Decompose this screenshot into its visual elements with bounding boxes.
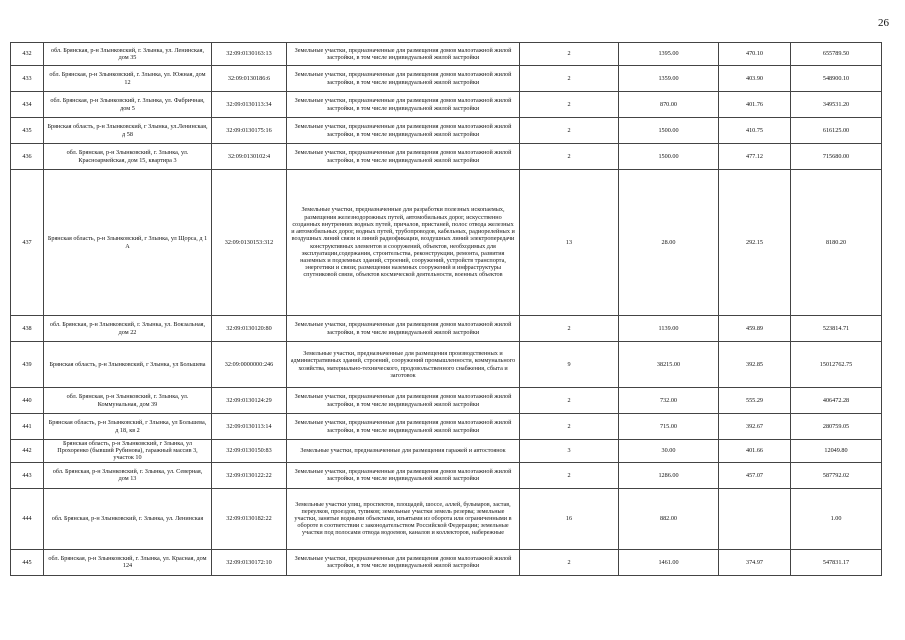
use-group-cell: 2	[520, 462, 619, 488]
specific-value-cell: 555.29	[719, 388, 791, 414]
row-number: 435	[11, 118, 44, 144]
address-cell: Брянская область, р-н Злынковский, г Злынка, ул.Ленинская, д 58	[44, 118, 212, 144]
land-use-cell: Земельные участки, предназначенные для размещения домов малоэтажной жилой застройки, в том числе индивидуальной жилой застройки	[287, 66, 520, 92]
table-body	[11, 43, 882, 576]
table-row	[11, 170, 882, 316]
cadastral-value-cell: 548900.10	[791, 66, 882, 92]
use-group-cell: 9	[520, 342, 619, 388]
land-use-cell: Земельные участки, предназначенные для размещения домов малоэтажной жилой застройки, в том числе индивидуальной жилой застройки	[287, 388, 520, 414]
specific-value-cell: 477.12	[719, 144, 791, 170]
cadastral-value-cell: 280759.05	[791, 414, 882, 440]
specific-value-cell: 410.75	[719, 118, 791, 144]
area-cell: 732.00	[619, 388, 719, 414]
use-group-cell: 2	[520, 43, 619, 66]
land-use-cell: Земельные участки, предназначенные для разработки полезных ископаемых, размещения железнодорожных путей, автомобильных дорог, искусственно созданных внутренних водных путей, причалов, пристаней, полос отвода железных и автомобильных дорог, водных путей, трубопроводов, кабельных, радиорелейных и воздушных линий связи и линий радиофикации, воздушных линий электропередачи конструктивных элементов и сооружений, объектов, необходимых для эксплуатации,содержания, строительства, реконструкции, ремонта, развития наземных и подземных зданий, строений, сооружений, устройств транспорта, энергетики и связи; размещения наземных сооружений и инфраструктуры спутниковой связи, объектов космической деятельности, военных объектов	[287, 170, 520, 316]
use-group-cell: 16	[520, 488, 619, 549]
table-row	[11, 388, 882, 414]
cadastral-value-cell: 587792.02	[791, 462, 882, 488]
cadastral-value-cell: 715680.00	[791, 144, 882, 170]
address-cell: обл. Брянская, р-н Злынковский, г. Злынка, ул. Южная, дом 12	[44, 66, 212, 92]
specific-value-cell: 374.97	[719, 549, 791, 575]
cadastral-value-cell: 1.00	[791, 488, 882, 549]
row-number: 441	[11, 414, 44, 440]
area-cell: 30.00	[619, 440, 719, 463]
specific-value-cell: 292.15	[719, 170, 791, 316]
table-row	[11, 440, 882, 463]
cadastral-value-cell: 547831.17	[791, 549, 882, 575]
land-use-cell: Земельные участки, предназначенные для размещения домов малоэтажной жилой застройки, в том числе индивидуальной жилой застройки	[287, 414, 520, 440]
area-cell: 1286.00	[619, 462, 719, 488]
use-group-cell: 2	[520, 66, 619, 92]
address-cell: Брянская область, р-н Злынковский, г Злынка, ул Большева, д 18, кв 2	[44, 414, 212, 440]
cadastral-value-cell: 523814.71	[791, 316, 882, 342]
row-number: 438	[11, 316, 44, 342]
cadastral-number-cell: 32:09:0130150:83	[212, 440, 287, 463]
area-cell: 1461.00	[619, 549, 719, 575]
address-cell: Брянская область, р-н Злынковский, г Злынка, ул Большева	[44, 342, 212, 388]
table-row	[11, 549, 882, 575]
cadastral-number-cell: 32:09:0130124:29	[212, 388, 287, 414]
row-number: 445	[11, 549, 44, 575]
table-row	[11, 144, 882, 170]
use-group-cell: 2	[520, 549, 619, 575]
table-row	[11, 43, 882, 66]
area-cell: 715.00	[619, 414, 719, 440]
page-number: 26	[878, 17, 889, 29]
cadastral-value-cell: 406472.28	[791, 388, 882, 414]
address-cell: обл. Брянская, р-н Злынковский, г. Злынка, ул. Красная, дом 124	[44, 549, 212, 575]
table-row	[11, 92, 882, 118]
land-use-cell: Земельные участки, предназначенные для размещения гаражей и автостоянок	[287, 440, 520, 463]
area-cell: 1395.00	[619, 43, 719, 66]
cadastral-number-cell: 32:09:0130113:34	[212, 92, 287, 118]
specific-value-cell	[719, 488, 791, 549]
area-cell: 1359.00	[619, 66, 719, 92]
land-use-cell: Земельные участки, предназначенные для размещения домов малоэтажной жилой застройки, в том числе индивидуальной жилой застройки	[287, 462, 520, 488]
area-cell: 1500.00	[619, 144, 719, 170]
row-number: 432	[11, 43, 44, 66]
row-number: 437	[11, 170, 44, 316]
cadastral-number-cell: 32:09:0130186:6	[212, 66, 287, 92]
address-cell: обл. Брянская, р-н Злынковский, г. Злынка, ул. Северная, дом 13	[44, 462, 212, 488]
table-row	[11, 488, 882, 549]
address-cell: обл. Брянская, р-н Злынковский, г. Злынка, ул. Ленинская, дом 35	[44, 43, 212, 66]
use-group-cell: 2	[520, 92, 619, 118]
cadastral-number-cell: 32:09:0000000:246	[212, 342, 287, 388]
address-cell: Брянская область, р-н Злынковский, г Злынка, ул Щорса, д 1 А	[44, 170, 212, 316]
use-group-cell: 2	[520, 144, 619, 170]
table-row	[11, 118, 882, 144]
land-use-cell: Земельные участки, предназначенные для размещения домов малоэтажной жилой застройки, в том числе индивидуальной жилой застройки	[287, 43, 520, 66]
use-group-cell: 2	[520, 316, 619, 342]
cadastral-value-cell: 15012762.75	[791, 342, 882, 388]
use-group-cell: 2	[520, 414, 619, 440]
cadastral-value-cell: 349531.20	[791, 92, 882, 118]
cadastral-number-cell: 32:09:0130102:4	[212, 144, 287, 170]
land-use-cell: Земельные участки, предназначенные для размещения домов малоэтажной жилой застройки, в том числе индивидуальной жилой застройки	[287, 92, 520, 118]
row-number: 443	[11, 462, 44, 488]
address-cell: обл. Брянская, р-н Злынковский, г. Злынка, ул. Фабричная, дом 5	[44, 92, 212, 118]
row-number: 439	[11, 342, 44, 388]
land-use-cell: Земельные участки, предназначенные для размещения домов малоэтажной жилой застройки, в том числе индивидуальной жилой застройки	[287, 118, 520, 144]
address-cell: обл. Брянская, р-н Злынковский, г. Злынка, ул. Красноармейская, дом 15, квартира 3	[44, 144, 212, 170]
row-number: 433	[11, 66, 44, 92]
area-cell: 1139.00	[619, 316, 719, 342]
cadastral-number-cell: 32:09:0130122:22	[212, 462, 287, 488]
area-cell: 28.00	[619, 170, 719, 316]
area-cell: 870.00	[619, 92, 719, 118]
cadastral-number-cell: 32:09:0130172:10	[212, 549, 287, 575]
specific-value-cell: 392.67	[719, 414, 791, 440]
table-row	[11, 66, 882, 92]
address-cell: обл. Брянская, р-н Злынковский, г. Злынка, ул. Вокзальная, дом 22	[44, 316, 212, 342]
table-row	[11, 414, 882, 440]
specific-value-cell: 459.89	[719, 316, 791, 342]
cadastral-number-cell: 32:09:0130175:16	[212, 118, 287, 144]
specific-value-cell: 470.10	[719, 43, 791, 66]
address-cell: обл. Брянская, р-н Злынковский, г. Злынка, ул. Коммунальная, дом 39	[44, 388, 212, 414]
area-cell: 38215.00	[619, 342, 719, 388]
specific-value-cell: 401.66	[719, 440, 791, 463]
specific-value-cell: 401.76	[719, 92, 791, 118]
cadastral-value-cell: 655789.50	[791, 43, 882, 66]
land-use-cell: Земельные участки, предназначенные для размещения домов малоэтажной жилой застройки, в том числе индивидуальной жилой застройки	[287, 549, 520, 575]
row-number: 442	[11, 440, 44, 463]
use-group-cell: 13	[520, 170, 619, 316]
row-number: 444	[11, 488, 44, 549]
table-row	[11, 342, 882, 388]
land-use-cell: Земельные участки, предназначенные для размещения производственных и административных зданий, строений, сооружений промышленности, коммунального хозяйства, материально-технического, продовольственного снабжения, сбыта и заготовок	[287, 342, 520, 388]
table-row	[11, 316, 882, 342]
table-row	[11, 462, 882, 488]
cadastral-number-cell: 32:09:0130163:13	[212, 43, 287, 66]
row-number: 440	[11, 388, 44, 414]
cadastral-number-cell: 32:09:0130182:22	[212, 488, 287, 549]
row-number: 434	[11, 92, 44, 118]
area-cell: 1500.00	[619, 118, 719, 144]
address-cell: Брянская область, р-н Злынковский, г Злынка, ул Прохоренко (бывший Рубинова), гаражный массив 3, участок 10	[44, 440, 212, 463]
row-number: 436	[11, 144, 44, 170]
land-use-cell: Земельные участки улиц, проспектов, площадей, шоссе, аллей, бульваров, застав, переулков, проездов, тупиков; земельные участки земель резерва; земельные участки, занятые водными объектами, изъятыми из оборота или ограниченными в обороте в соответствии с законодательством Российской Федерации; земельные участки под полосами отвода водоемов, каналов и коллекторов, набережные	[287, 488, 520, 549]
specific-value-cell: 457.07	[719, 462, 791, 488]
address-cell: обл. Брянская, р-н Злынковский, г. Злынка, ул. Ленинская	[44, 488, 212, 549]
cadastral-value-cell: 616125.00	[791, 118, 882, 144]
land-use-cell: Земельные участки, предназначенные для размещения домов малоэтажной жилой застройки, в том числе индивидуальной жилой застройки	[287, 316, 520, 342]
cadastral-value-cell: 12049.80	[791, 440, 882, 463]
cadastral-value-table	[10, 42, 882, 576]
area-cell: 882.00	[619, 488, 719, 549]
land-use-cell: Земельные участки, предназначенные для размещения домов малоэтажной жилой застройки, в том числе индивидуальной жилой застройки	[287, 144, 520, 170]
use-group-cell: 2	[520, 118, 619, 144]
use-group-cell: 2	[520, 388, 619, 414]
cadastral-number-cell: 32:09:0130153:312	[212, 170, 287, 316]
use-group-cell: 3	[520, 440, 619, 463]
cadastral-value-cell: 8180.20	[791, 170, 882, 316]
cadastral-number-cell: 32:09:0130120:80	[212, 316, 287, 342]
specific-value-cell: 403.90	[719, 66, 791, 92]
specific-value-cell: 392.85	[719, 342, 791, 388]
cadastral-number-cell: 32:09:0130113:14	[212, 414, 287, 440]
